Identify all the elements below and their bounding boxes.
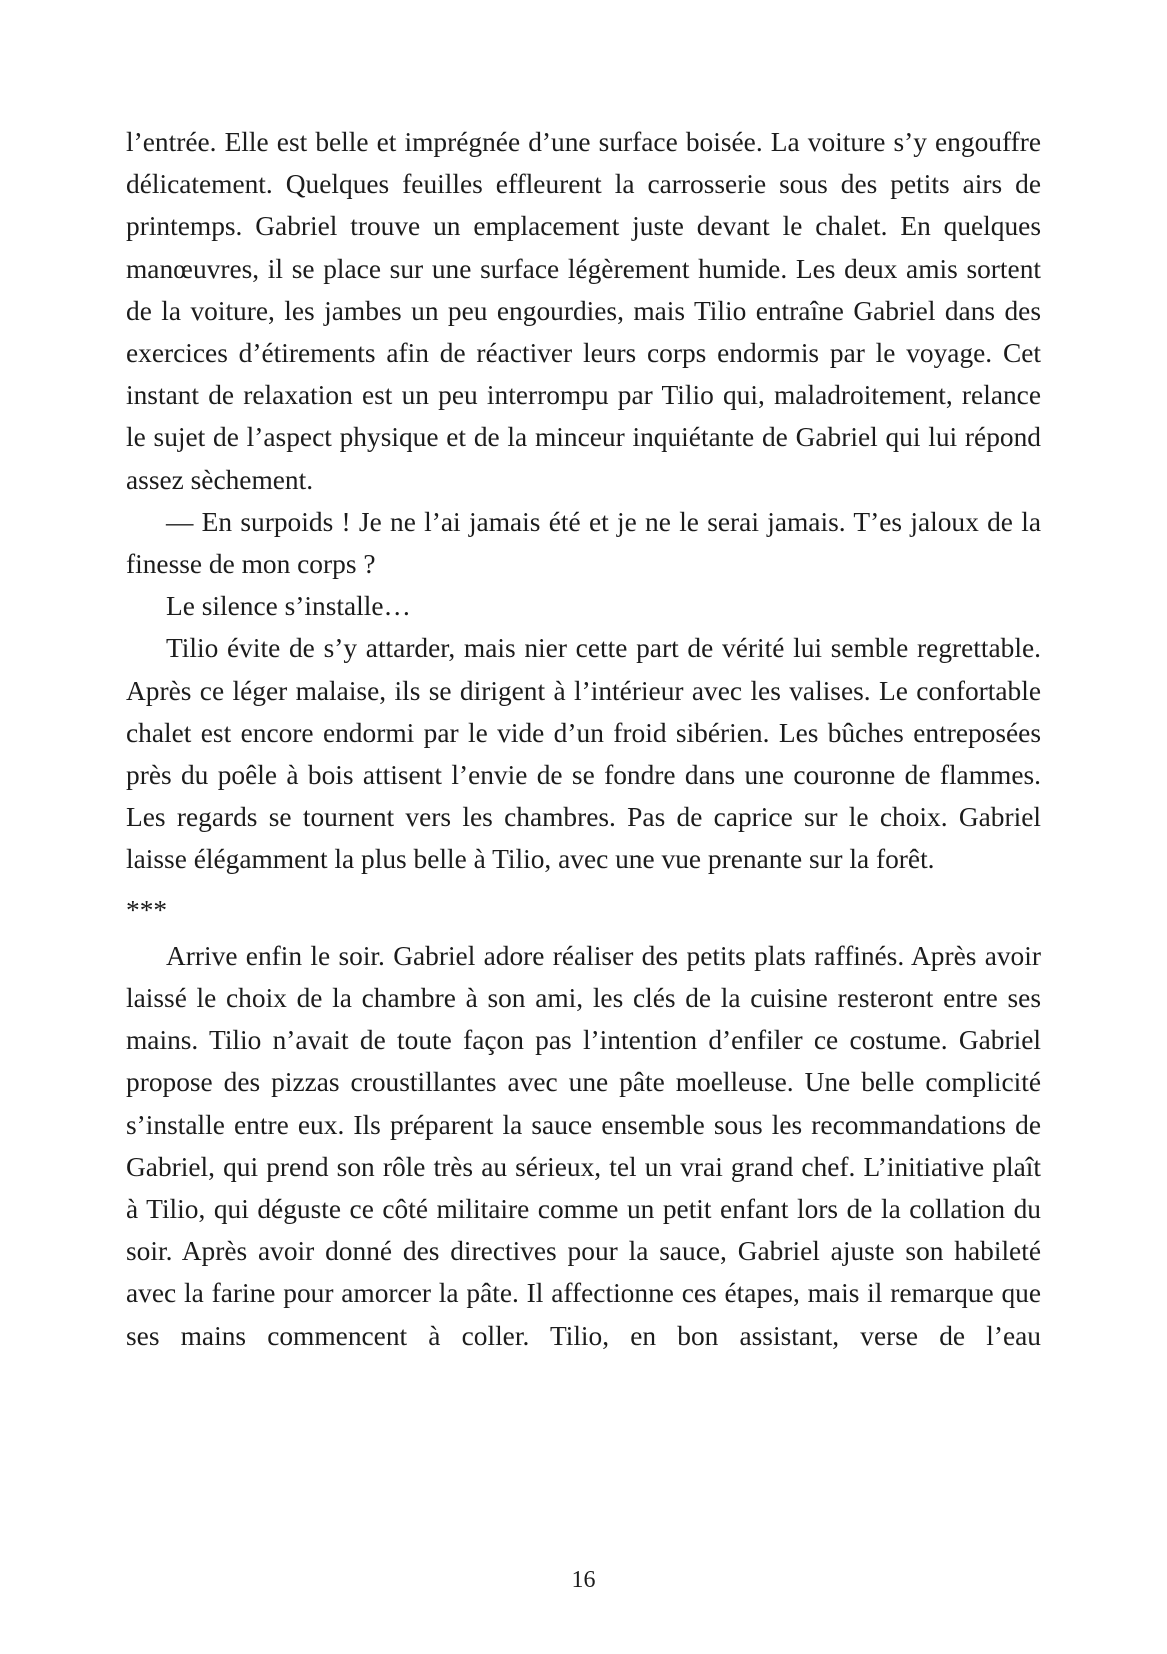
section-separator: ***: [126, 894, 168, 925]
paragraph-silence: Le silence s’installe…: [166, 591, 411, 622]
paragraph-evening: Arrive enfin le soir. Gabriel adore réaliser des petits plats raffinés. Après avoir laissé le choix de la chambre à son ami, les clés de la cuisine resteront entre ses mains. Tilio n’avait de toute façon pas l’intention d’enfiler ce costume. Gabriel propose des pizzas croustillantes avec une pâte moelleuse. Une belle complicité s’installe entre eux. Ils préparent la sauce ensemble sous les recommandations de Gabriel, qui prend son rôle très au sérieux, tel un vrai grand chef. L’initiative plaît à Tilio, qui déguste ce côté militaire comme un petit enfant lors de la collation du soir. Après avoir donné des directives pour la sauce, Gabriel ajuste son habileté avec la farine pour amorcer la pâte. Il affectionne ces étapes, mais il remarque que ses mains commencent à coller. Tilio, en bon assistant, verse de l’eau: [126, 940, 1041, 1351]
page-number: 16: [571, 1567, 596, 1593]
paragraph-arrival: l’entrée. Elle est belle et imprégnée d’une surface boisée. La voiture s’y engouffre délicatement. Quelques feuilles effleurent la carrosserie sous des petits airs de printemps. Gabriel trouve un emplacement juste devant le chalet. En quelques manœuvres, il se place sur une surface légèrement humide. Les deux amis sortent de la voiture, les jambes un peu engourdies, mais Tilio entraîne Gabriel dans des exercices d’étirements afin de réactiver leurs corps endormis par le voyage. Cet instant de relaxation est un peu interrompu par Tilio qui, maladroitement, relance le sujet de l’aspect physique et de la minceur inquiétante de Gabriel qui lui répond assez sèchement.: [126, 127, 1041, 495]
body-text: [126, 121, 1041, 1357]
paragraph-chalet: Tilio évite de s’y attarder, mais nier cette part de vérité lui semble regrettable. Après ce léger malaise, ils se dirigent à l’intérieur avec les valises. Le confortable chalet est encore endormi par le vide d’un froid sibérien. Les bûches entreposées près du poêle à bois attisent l’envie de se fondre dans une couronne de flammes. Les regards se tournent vers les chambres. Pas de caprice sur le choix. Gabriel laisse élégamment la plus belle à Tilio, avec une vue prenante sur la forêt.: [126, 633, 1041, 875]
paragraph-dialogue: — En surpoids ! Je ne l’ai jamais été et je ne le serai jamais. T’es jaloux de la finesse de mon corps ?: [126, 506, 1041, 580]
